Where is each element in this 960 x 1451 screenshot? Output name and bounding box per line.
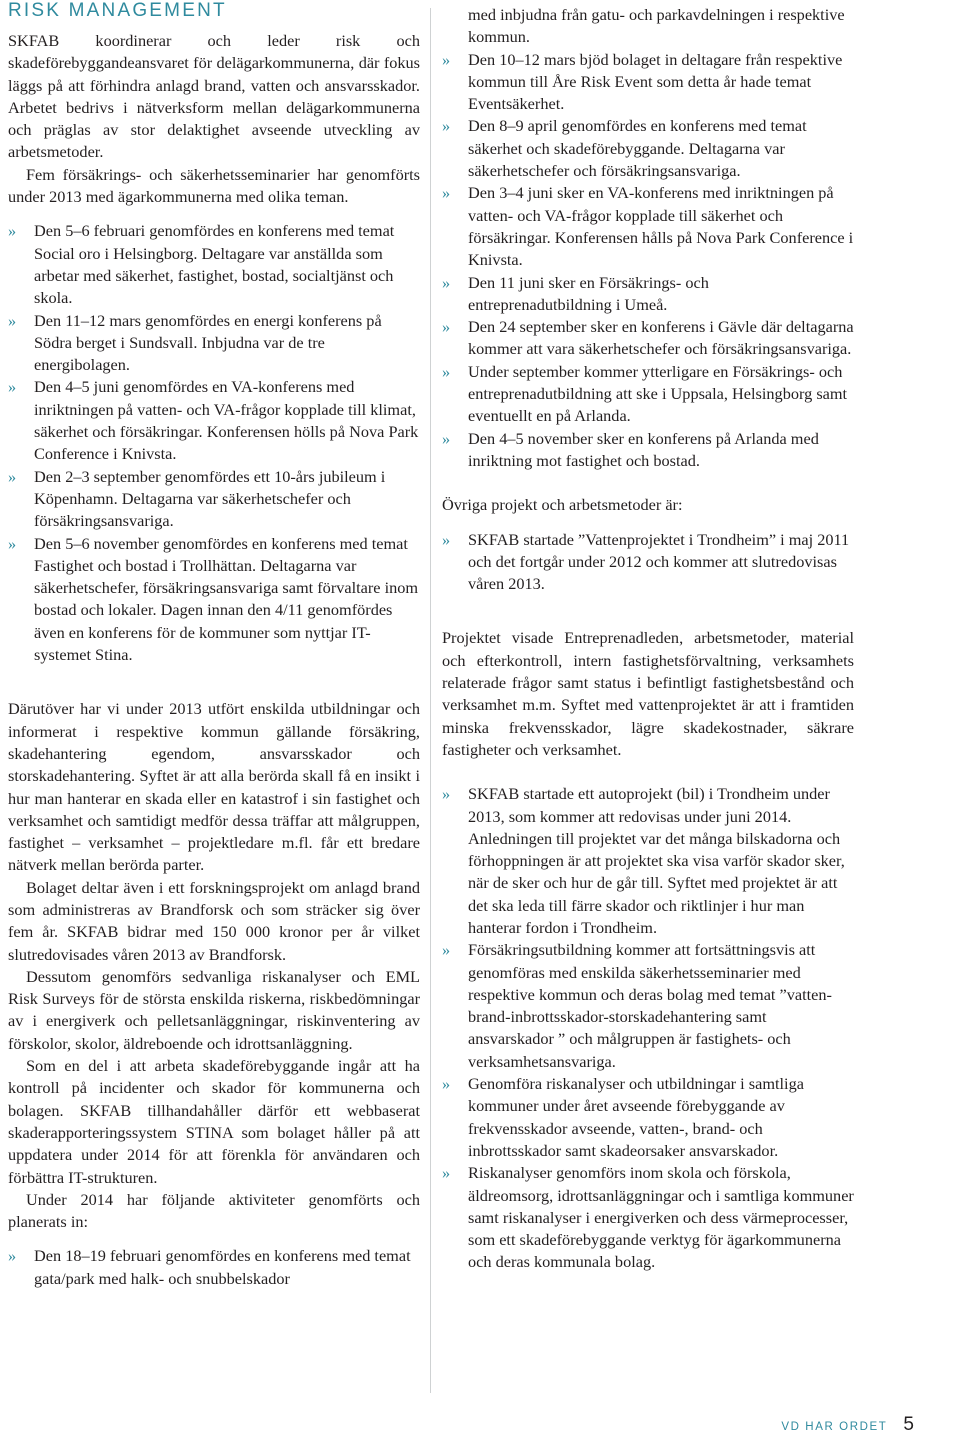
- list-item: » Den 8–9 april genomfördes en konferens med temat säkerhet och skadeförebyggande. Deltagarna var säkerhetschefer och försäkringsansvariga.: [442, 116, 807, 181]
- stina-paragraph: Som en del i att arbeta skadeförebyggande ingår att ha kontroll på incidenter och skador för kommunerna och bolagen. SKFAB tillhandahåller därför ett webbaserat skaderapporteringssystem STINA som bolaget håller på att uppdatera under 2014 för att förenkla för användaren och förbättra IT-strukturen.: [8, 1056, 420, 1187]
- list-item: » Genomföra riskanalyser och utbildningar i samtliga kommuner under året avseende förebyggande av frekvensskador avseende, vatten-, brand- och inbrottsskador samt skadeorsaker ansvarskador.: [442, 1074, 804, 1160]
- analyses-paragraph: Dessutom genomförs sedvanliga riskanalyser och EML Risk Surveys för de största enskilda riskerna, riskbedömningar av i energiverk och pelletsanläggningar, riskinventering av förskolor, skolor, äldreboende och idrottsanläggning.: [8, 966, 420, 1053]
- list-item: » SKFAB startade ett autoprojekt (bil) i Trondheim under 2013, som kommer att redovisas under juni 2014. Anledningen till projektet var det många bilskadorna och förhoppningen är att projektet ska visa varför skador sker, när de sker och hur de går till. Syftet med projektet är att det ska leda till färre skador och riktlinjer i hur man hanterar fordon i Trondheim.: [442, 784, 845, 937]
- intro-paragraph: SKFAB koordinerar och leder risk och skadeförebyggandeansvaret för delägarkommunerna, där fokus läggs på att förhindra anlagd brand, vatten och ansvarsskador. Arbetet bedrivs i nätverksform mellan delägarkommunerna och präglas av stor delaktighet avseende utveckling av arbetsmetoder.: [8, 31, 420, 162]
- activities-2014-continued-list: [442, 4, 854, 472]
- right-column: [442, 4, 854, 1274]
- list-item: » Den 4–5 juni genomfördes en VA-konferens med inriktningen på vatten- och VA-frågor kopplade till klimat, säkerhet och försäkringar. Konferensen hölls på Nova Park Conference i Knivsta.: [8, 377, 419, 464]
- list-item: » Försäkringsutbildning kommer att fortsättningsvis att genomföras med enskilda säkerhetsseminarier med respektive kommun och deras bolag med temat ”vatten-brand-inbrottsskador-storskadehantering samt ansvarskador ” och målgruppen är fastighets- och verksamhetsansvariga.: [442, 940, 832, 1071]
- list-item: » Riskanalyser genomförs inom skola och förskola, äldreomsorg, idrottsanläggningar och i samtliga kommuner samt riskanalyser i energiverken och dess värmeprocesser, som ett skadeförebyggande verktyg för ägarkommunerna och deras kommunala bolag.: [442, 1163, 854, 1272]
- bullet-icon: »: [8, 1246, 17, 1266]
- list-item: » Den 2–3 september genomfördes ett 10-års jubileum i Köpenhamn. Deltagarna var säkerhetschefer och försäkringsansvariga.: [8, 466, 386, 531]
- training-paragraph: Därutöver har vi under 2013 utfört enskilda utbildningar och informerat i respektive kommun gällande försäkring, skadehantering egendom, ansvarsskador och storskadehantering. Syftet är att alla berörda skall få en insikt i hur man hanterar en skada eller en katastrof i sin fastighet och verksamhet och samtidigt medför dessa träffar att målgruppen, fastighet – verksamhet – projektledare m.fl. får ett bredare nätverk mellan berörda parter.: [8, 699, 420, 875]
- bullet-icon: »: [442, 1163, 451, 1183]
- other-projects-heading: Övriga projekt och arbetsmetoder är:: [442, 495, 683, 515]
- activities-2014-list: [8, 1245, 420, 1290]
- plans-2014-paragraph: Under 2014 har följande aktiviteter genomförts och planerats in:: [8, 1189, 420, 1232]
- list-item: » Den 5–6 november genomfördes en konferens med temat Fastighet och bostad i Trollhättan. Deltagarna var säkerhetschefer, försäkringsansvariga samt förvaltare inom bostad och lokaler. Dagen innan den 4/11 genomfördes även en konferens för de kommuner som nyttjar IT-systemet Stina.: [8, 533, 419, 665]
- bullet-icon: »: [442, 361, 451, 381]
- bullet-icon: »: [442, 1074, 451, 1094]
- left-column: [8, 0, 420, 1290]
- bullet-icon: »: [8, 221, 17, 241]
- list-item: » Den 3–4 juni sker en VA-konferens med inriktningen på vatten- och VA-frågor kopplade till säkerhet och försäkringar. Konferensen hålls på Nova Park Conference i Knivsta.: [442, 183, 854, 270]
- bullet-icon: »: [8, 310, 17, 330]
- column-divider: [430, 8, 431, 1393]
- list-item: » Den 10–12 mars bjöd bolaget in deltagare från respektive kommun till Åre Risk Event som detta år hade temat Eventsäkerhet.: [442, 49, 843, 114]
- bullet-icon: »: [442, 940, 451, 960]
- bullet-icon: »: [442, 116, 451, 136]
- bullet-icon: »: [8, 533, 17, 553]
- bullet-icon: »: [442, 49, 451, 69]
- list-item: » Den 5–6 februari genomfördes en konferens med temat Social oro i Helsingborg. Deltagare var anställda som arbetar med säkerhet, fastighet, bostad, socialtjänst och skola.: [8, 221, 395, 308]
- list-item: » SKFAB startade ”Vattenprojektet i Trondheim” i maj 2011 och det fortgår under 2012 och kommer att slutredovisas våren 2013.: [442, 529, 850, 594]
- bullet-icon: »: [442, 784, 451, 804]
- final-list: [442, 783, 854, 1274]
- seminar-list: [8, 220, 420, 666]
- list-item-continued: med inbjudna från gatu- och parkavdelningen i respektive kommun.: [468, 5, 845, 47]
- seminars-paragraph: Fem försäkrings- och säkerhetsseminarier har genomförts under 2013 med ägarkommunerna med olika teman.: [8, 164, 420, 207]
- list-item: » Den 11 juni sker en Försäkrings- och entreprenadutbildning i Umeå.: [442, 272, 709, 314]
- bullet-icon: »: [442, 428, 451, 448]
- page-number: 5: [903, 1414, 914, 1435]
- projects-list: [442, 529, 854, 596]
- page-footer: [781, 1414, 914, 1436]
- bullet-icon: »: [442, 272, 451, 292]
- list-item: » Den 11–12 mars genomfördes en energi konferens på Södra berget i Sundsvall. Inbjudna var de tre energibolagen.: [8, 310, 382, 375]
- footer-label: VD HAR ORDET: [781, 1421, 888, 1433]
- bullet-icon: »: [8, 466, 17, 486]
- bullet-icon: »: [442, 317, 451, 337]
- bullet-icon: »: [442, 183, 451, 203]
- bullet-icon: »: [8, 377, 17, 397]
- bullet-icon: »: [442, 529, 451, 549]
- project-paragraph: Projektet visade Entreprenadleden, arbetsmetoder, material och efterkontroll, intern fastighetsförvaltning, verksamhets relaterade frågor samt status i befintligt fastighetsbestånd och verksamhet m.m. Syftet med vattenprojektet är att i framtiden minska frekvensskador, lägre skadekostnader, säkrare fastigheter och verksamhet.: [442, 628, 854, 759]
- list-item: » Den 18–19 februari genomfördes en konferens med temat gata/park med halk- och snubbelskador: [8, 1246, 411, 1288]
- list-item: » Under september kommer ytterligare en Försäkrings- och entreprenadutbildning att ske i Uppsala, Helsingborg samt eventuellt en på Arlanda.: [442, 361, 848, 426]
- research-paragraph: Bolaget deltar även i ett forskningsprojekt om anlagd brand som administreras av Brandforsk och som sträcker sig över fem år. SKFAB bidrar med 150 000 kronor per år vilket slutredovisades våren 2013 av Brandforsk.: [8, 877, 420, 964]
- list-item: » Den 4–5 november sker en konferens på Arlanda med inriktning mot fastighet och bostad.: [442, 428, 819, 470]
- list-item: » Den 24 september sker en konferens i Gävle där deltagarna kommer att vara säkerhetschefer och försäkringsansvariga.: [442, 317, 854, 359]
- section-title: RISK MANAGEMENT: [8, 0, 227, 21]
